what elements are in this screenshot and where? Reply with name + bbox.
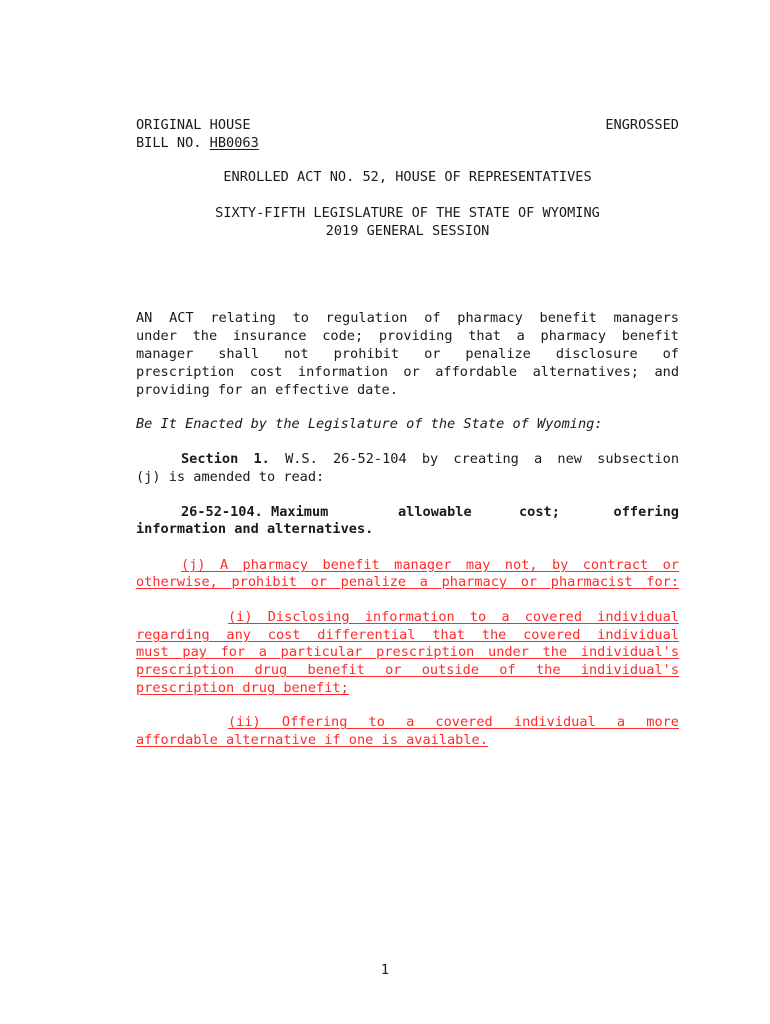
statute-heading-line-2: information and alternatives. xyxy=(136,521,374,537)
section-1-label: Section 1. xyxy=(181,451,270,467)
act-title-line: prescription cost information or affordable alternatives; and xyxy=(136,364,679,380)
statute-heading-word: cost; xyxy=(519,504,560,520)
paragraph-i-line: prescription drug benefit; xyxy=(136,680,349,696)
statute-heading-word: 26-52-104. Maximum xyxy=(181,504,329,520)
legislature-heading: SIXTY-FIFTH LEGISLATURE OF THE STATE OF WYOMING xyxy=(215,205,600,221)
paragraph-i-line: regarding any cost differential that the covered individual xyxy=(136,627,679,643)
bill-number: HB0063 xyxy=(209,135,259,151)
statute-heading-word: allowable xyxy=(398,504,472,520)
enacting-clause: Be It Enacted by the Legislature of the State of Wyoming: xyxy=(136,416,603,432)
subsection-j-line: otherwise, prohibit or penalize a pharmacy or pharmacist for: xyxy=(136,574,679,590)
paragraph-ii-line: (ii) Offering to a covered individual a more xyxy=(228,714,679,730)
page-number: 1 xyxy=(380,962,390,978)
bill-no-label: BILL NO. xyxy=(136,135,202,151)
session-heading: 2019 GENERAL SESSION xyxy=(325,223,490,239)
section-1-line xyxy=(181,450,679,468)
act-title-line: providing for an effective date. xyxy=(136,382,398,398)
paragraph-ii-line: affordable alternative if one is available. xyxy=(136,732,488,748)
paragraph-i-line: must pay for a particular prescription under the individual's xyxy=(136,644,679,660)
engrossed-label: ENGROSSED xyxy=(605,117,679,133)
statute-heading-word: offering xyxy=(613,504,679,520)
statute-heading-line xyxy=(181,503,679,521)
act-title-line: under the insurance code; providing that a pharmacy benefit xyxy=(136,328,679,344)
section-1-line-2: (j) is amended to read: xyxy=(136,469,325,485)
subsection-j-line: (j) A pharmacy benefit manager may not, by contract or xyxy=(181,557,679,573)
act-title-line: manager shall not prohibit or penalize disclosure of xyxy=(136,346,679,362)
header-row xyxy=(136,116,679,134)
act-title-line: AN ACT relating to regulation of pharmacy benefit managers xyxy=(136,310,679,326)
enrolled-act-heading: ENROLLED ACT NO. 52, HOUSE OF REPRESENTATIVES xyxy=(223,169,592,185)
paragraph-i-line: (i) Disclosing information to a covered individual xyxy=(228,609,679,625)
paragraph-i-line: prescription drug benefit or outside of the individual's xyxy=(136,662,679,678)
original-house-label: ORIGINAL HOUSE xyxy=(136,117,251,133)
section-1-text: W.S. 26-52-104 by creating a new subsection xyxy=(285,451,680,467)
bill-number-row xyxy=(136,134,679,152)
